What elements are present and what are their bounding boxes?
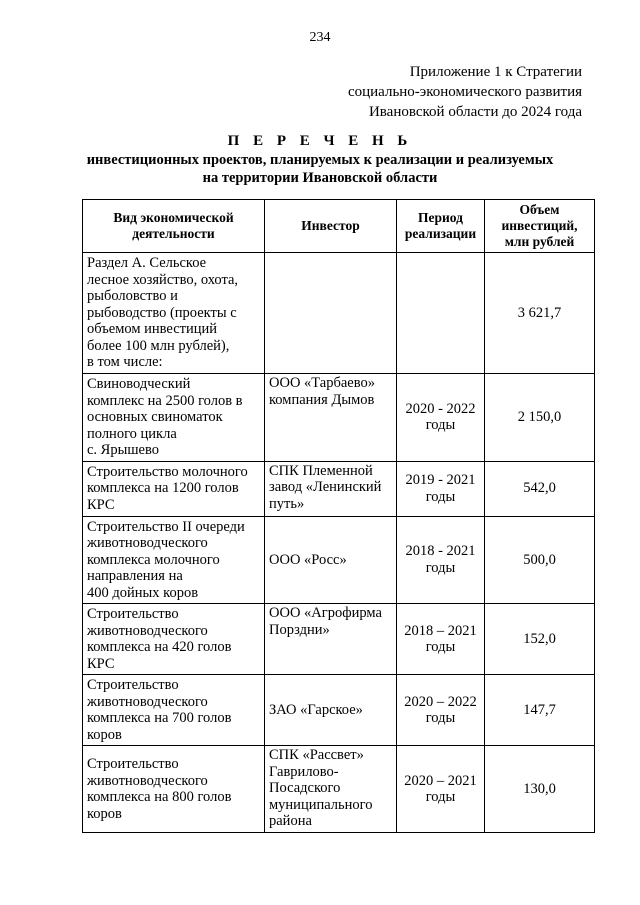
table-row bbox=[83, 253, 595, 374]
cell-volume: 3 621,7 bbox=[485, 253, 595, 374]
cell-period: 2020 – 2021 годы bbox=[397, 746, 485, 833]
header-investor: Инвестор bbox=[265, 200, 397, 253]
cell-volume: 500,0 bbox=[485, 516, 595, 604]
annex-line-2: социально-экономического развития bbox=[347, 84, 582, 100]
document-subtitle-line-2: на территории Ивановской области bbox=[202, 170, 438, 186]
header-period: Период реализации bbox=[397, 200, 485, 253]
cell-volume: 130,0 bbox=[485, 746, 595, 833]
table-row bbox=[83, 746, 595, 833]
header-activity: Вид экономической деятельности bbox=[83, 200, 265, 253]
document-subtitle-line-1: инвестиционных проектов, планируемых к реализации и реализуемых bbox=[86, 152, 554, 168]
cell-activity: Раздел А. Сельское лесное хозяйство, охота, рыболовство и рыбоводство (проекты с объемом инвестиций более 100 млн рублей), в том числе: bbox=[83, 253, 265, 374]
cell-investor: СПК «Рассвет» Гаврилово- Посадского муниципального района bbox=[265, 746, 397, 833]
investment-projects-table bbox=[82, 199, 595, 833]
cell-volume: 542,0 bbox=[485, 461, 595, 516]
cell-activity: Свиноводческий комплекс на 2500 голов в основных свиноматок полного цикла с. Ярышево bbox=[83, 374, 265, 462]
cell-period bbox=[397, 253, 485, 374]
document-title: П Е Р Е Ч Е Н Ь bbox=[227, 133, 413, 149]
cell-activity: Строительство животноводческого комплекса на 420 голов КРС bbox=[83, 604, 265, 675]
cell-activity: Строительство животноводческого комплекса на 800 голов коров bbox=[83, 746, 265, 833]
cell-volume: 2 150,0 bbox=[485, 374, 595, 462]
cell-activity: Строительство молочного комплекса на 1200 голов КРС bbox=[83, 461, 265, 516]
header-volume: Объем инвестиций, млн рублей bbox=[485, 200, 595, 253]
cell-investor: СПК Племенной завод «Ленинский путь» bbox=[265, 461, 397, 516]
cell-investor: ЗАО «Гарское» bbox=[265, 675, 397, 746]
annex-line-3: Ивановской области до 2024 года bbox=[368, 104, 582, 120]
cell-investor: ООО «Тарбаево» компания Дымов bbox=[265, 374, 397, 462]
cell-activity: Строительство животноводческого комплекса на 700 голов коров bbox=[83, 675, 265, 746]
cell-period: 2020 – 2022 годы bbox=[397, 675, 485, 746]
table-row bbox=[83, 461, 595, 516]
page-number: 234 bbox=[309, 30, 331, 45]
table-row bbox=[83, 516, 595, 604]
document-heading bbox=[0, 131, 640, 187]
table-row bbox=[83, 604, 595, 675]
cell-investor bbox=[265, 253, 397, 374]
cell-period: 2018 - 2021 годы bbox=[397, 516, 485, 604]
cell-investor: ООО «Росс» bbox=[265, 516, 397, 604]
cell-period: 2020 - 2022 годы bbox=[397, 374, 485, 462]
annex-line-1: Приложение 1 к Стратегии bbox=[409, 64, 582, 80]
cell-volume: 147,7 bbox=[485, 675, 595, 746]
cell-period: 2018 – 2021 годы bbox=[397, 604, 485, 675]
annex-caption bbox=[348, 62, 582, 122]
cell-activity: Строительство II очереди животноводческого комплекса молочного направления на 400 дойных коров bbox=[83, 516, 265, 604]
table-header-row bbox=[83, 200, 595, 253]
table-row bbox=[83, 675, 595, 746]
cell-volume: 152,0 bbox=[485, 604, 595, 675]
table-row bbox=[83, 374, 595, 462]
cell-investor: ООО «Агрофирма Порздни» bbox=[265, 604, 397, 675]
cell-period: 2019 - 2021 годы bbox=[397, 461, 485, 516]
